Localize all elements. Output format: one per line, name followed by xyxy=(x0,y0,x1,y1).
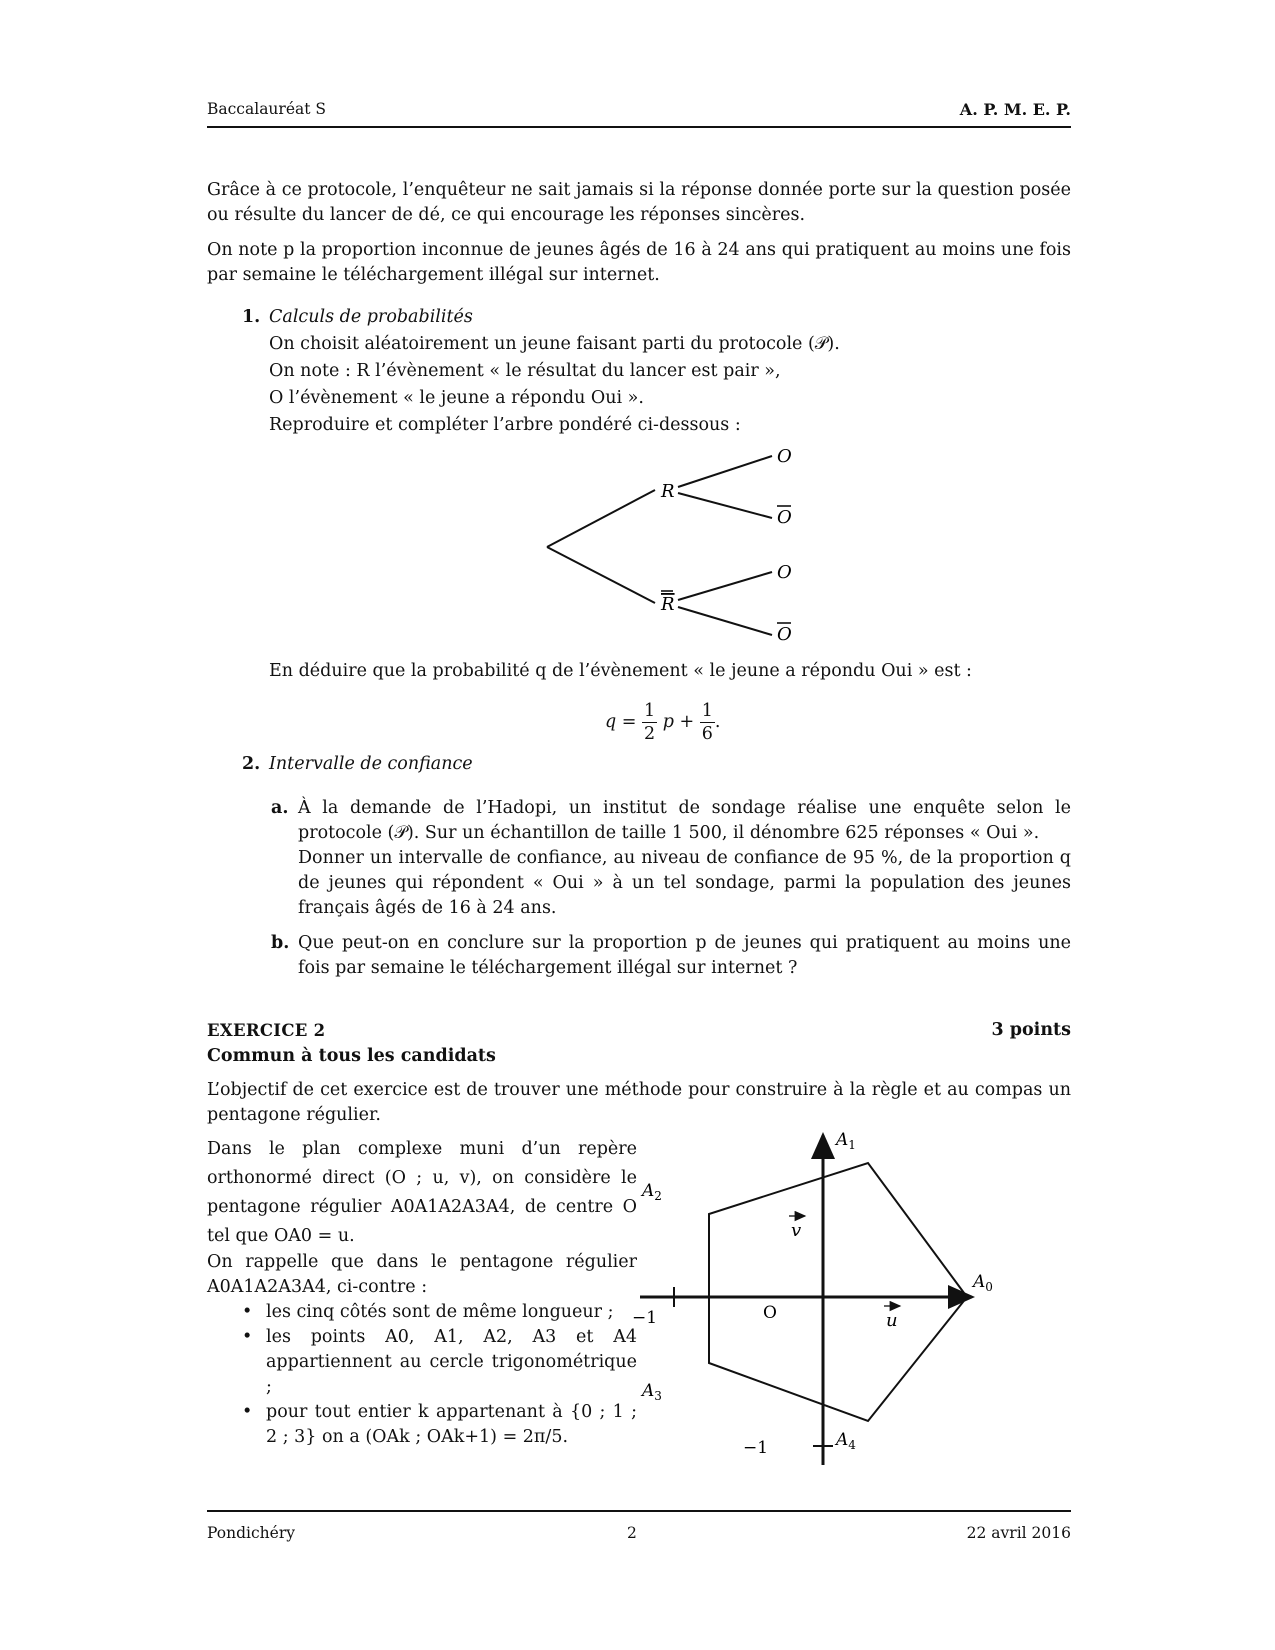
q-formula: q = $\frac{1}{2}$ p + $\frac{1}{6}$ . xyxy=(605,701,721,744)
footer-page-number: 2 xyxy=(627,1524,637,1542)
tree-branch-rbar-o xyxy=(678,572,772,600)
header-right: A. P. M. E. P. xyxy=(959,100,1071,119)
label-u: u xyxy=(886,1310,898,1331)
q2a-text-1: À la demande de l’Hadopi, un institut de sondage réalise une enquête selon le protocole (𝒫). Sur un échantillon de taille 1 500, il dénombre 625 réponses « Oui ». xyxy=(298,798,1071,843)
header-left: Baccalauréat S xyxy=(207,100,327,118)
exercise-2-subtitle: Commun à tous les candidats xyxy=(207,1046,496,1066)
intro-paragraph-1: Grâce à ce protocole, l’enquêteur ne sait jamais si la réponse donnée porte sur la question posée ou résulte du lancer de dé, ce qui encourage les réponses sincères. xyxy=(207,180,1071,225)
q2a-label: a. xyxy=(271,798,289,818)
bullet-3: • pour tout entier k appartenant à {0 ; 1 ; 2 ; 3} on a (OAk ; OAk+1) = 2π/5. xyxy=(236,1400,637,1450)
formula-frac-2: $\frac{1}{6}$ xyxy=(701,701,713,744)
tree-branch-r-obar xyxy=(678,493,772,518)
footer-left: Pondichéry xyxy=(207,1524,295,1542)
label-origin: O xyxy=(763,1303,777,1323)
page-footer xyxy=(207,1510,1071,1542)
pentagon-figure xyxy=(632,1130,1020,1480)
tree-label-obar1: O xyxy=(777,507,792,528)
q1-title: Calculs de probabilités xyxy=(269,307,473,327)
formula-lhs: q = xyxy=(605,712,637,732)
label-a3: $A_3$ xyxy=(642,1381,662,1403)
q2-title: Intervalle de confiance xyxy=(269,754,473,774)
q1-line-4: Reproduire et compléter l’arbre pondéré ci-dessous : xyxy=(269,415,741,435)
q1-line-1: On choisit aléatoirement un jeune faisant parti du protocole (𝒫). xyxy=(269,334,840,354)
exercise-2-title: EXERCICE 2 xyxy=(207,1021,326,1040)
q2b-label: b. xyxy=(271,933,290,953)
exercise-2-left-2: On rappelle que dans le pentagone régulier A0A1A2A3A4, ci-contre : xyxy=(207,1252,637,1297)
probability-tree xyxy=(530,440,830,655)
label-a0: $A_0$ xyxy=(973,1272,993,1294)
q2-number: 2. xyxy=(242,754,261,774)
q2a-text-2: Donner un intervalle de confiance, au niveau de confiance de 95 %, de la proportion q de jeunes qui répondent « Oui » à un tel sondage, parmi la population des jeunes français âgés de 16 à 24 ans. xyxy=(298,848,1071,918)
formula-mid: p + xyxy=(662,712,695,732)
intro-paragraph-2: On note p la proportion inconnue de jeunes âgés de 16 à 24 ans qui pratiquent au moins une fois par semaine le téléchargement illégal sur internet. xyxy=(207,240,1071,285)
tree-branch-r-o xyxy=(678,456,772,487)
q2b-text: Que peut-on en conclure sur la proportion p de jeunes qui pratiquent au moins une fois par semaine le téléchargement illégal sur internet ? xyxy=(298,933,1071,978)
pentagon-shape xyxy=(709,1163,967,1421)
footer-right: 22 avril 2016 xyxy=(966,1524,1071,1542)
tree-branch-rbar-obar xyxy=(678,607,772,635)
tree-label-o1: O xyxy=(777,446,792,467)
tree-label-r: R xyxy=(661,481,675,502)
label-v: v xyxy=(791,1220,802,1241)
bullet-1: • les cinq côtés sont de même longueur ; xyxy=(236,1300,637,1325)
exercise-2-left-1: Dans le plan complexe muni d’un repère orthonormé direct (O ; u, v), on considère le pentagone régulier A0A1A2A3A4, de centre O tel que OA0 = u. xyxy=(207,1139,637,1246)
exercise-2-objective: L’objectif de cet exercice est de trouver une méthode pour construire à la règle et au compas un pentagone régulier. xyxy=(207,1080,1071,1125)
q1-line-2: On note : R l’évènement « le résultat du lancer est pair », xyxy=(269,361,781,381)
page-header xyxy=(207,100,1071,128)
exercise-2-bullets xyxy=(236,1300,637,1450)
formula-frac-1: $\frac{1}{2}$ xyxy=(644,701,656,744)
tree-label-o2: O xyxy=(777,562,792,583)
bullet-2: • les points A0, A1, A2, A3 et A4 appartiennent au cercle trigonométrique ; xyxy=(236,1325,637,1400)
q1-line-3: O l’évènement « le jeune a répondu Oui ». xyxy=(269,388,644,408)
exercise-2-points: 3 points xyxy=(991,1020,1071,1040)
label-minus1-x: −1 xyxy=(632,1308,658,1328)
label-a4: $A_4$ xyxy=(836,1430,856,1452)
q1-number: 1. xyxy=(242,307,261,327)
label-a2: $A_2$ xyxy=(642,1181,662,1203)
tree-label-obar2: O xyxy=(777,624,792,645)
tree-branch-rbar xyxy=(547,547,655,603)
label-minus1-y: −1 xyxy=(743,1438,769,1458)
label-a1: $A_1$ xyxy=(836,1130,856,1152)
tree-branch-r xyxy=(547,490,655,547)
q1-deduce: En déduire que la probabilité q de l’évènement « le jeune a répondu Oui » est : xyxy=(269,661,972,681)
tree-label-rbar: R xyxy=(661,594,675,615)
